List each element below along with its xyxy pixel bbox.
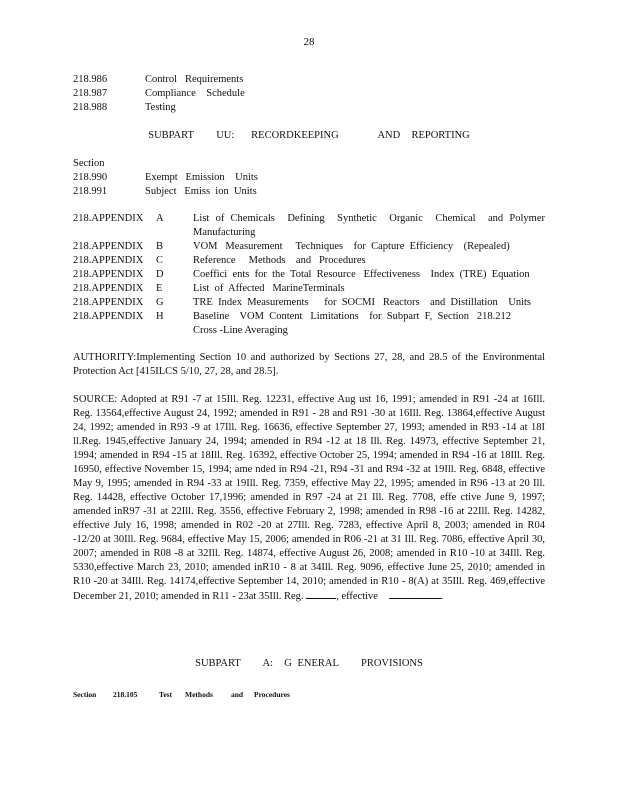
section-label: Section [73,690,97,699]
source-tail: , effective [336,591,378,602]
section-title: Compliance Schedule [145,88,245,99]
section-title-word: Methods [185,690,213,699]
appendix-letter: A [156,213,164,224]
appendix-letter: H [156,311,164,322]
appendix-number: 218.APPENDIX [73,283,144,294]
section-number: 218.986 [73,74,108,85]
appendix-title-line1: Baseline VOM Content Limitations for Subpart F, Section 218.212 [193,311,512,322]
blank-line [389,589,441,599]
appendix-title-line1: Coeffici ents for the Total Resource Effectiveness Index (TRE) Equation [193,269,530,280]
source-paragraph: SOURCE: Adopted at R91 -7 at 15Ill. Reg. 12231, effective Aug ust 16, 1991; amended in R91 -24 at 16Ill. Reg. 13564,effective August 24, 1992; amended in R91 - 28 and R91 -30 at 16Ill. Reg. 13864,effective August 24, 1992; amended in R93 -9 at 17Ill. Reg. 16636, effective September 27, 1993; amended in R93 -14 at 18I ll.Reg. 1945,effective January 24, 1994; amended in R94 -12 at 18 Ill. Reg. 14973, effective September 21, 1994; amended in R94 -15 at 18Ill. Reg. 16392, effective October 25, 1994; amended in R94 -16 at 18Ill. Reg. 16950, effective November 15, 1994; ame nded in R94 -21, R94 -31 and R94 -32 at 19Ill. Reg. 6848, effective May 9, 1995; amended in R94 -33 at 19Ill. Reg. 7359, effective May 22, 1995; amended in R96 -13 at 20 Ill. Reg. 14428, effective October 17,1996; amended in R97 -24 at 21 Ill. Reg. 7708, effe ctive June 9, 1997; amended inR97 -31 at 22Ill. Reg. 3556, effective February 2, 1998; amended in R98 -16 at 22Ill. Reg. 14282, effective July 16, 1998; amended in R02 -20 at 27Ill. Reg. 7283, effective April 8, 2003; amended in R04 -12/20 at 30Ill. Reg. 9684, effective May 15, 2006; amended in R06 -21 at 31 Ill. Reg. 7086, effective April 30, 2007; amended in R08 -8 at 32Ill. Reg. 14874, effective August 26, 2008; amended in R10 -10 at 34Ill. Reg. 5330,effective March 23, 2010; amended inR10 - 8 at 34Ill. Reg. 9096, effective June 25, 2010; amended in R10 -20 at 34Ill. Reg. 14174,effective September 14, 2010; amended in R10 - 8(A) at 35Ill. Reg. 469,effective December 21, 2010; amended in R11 - 23at 35Ill. Reg. , effective . [73,394,545,602]
appendix-letter: E [156,283,163,294]
page-number: 28 [303,36,315,48]
appendix-letter: G [156,297,164,308]
appendix-title-line2: Manufacturing [193,227,256,238]
subpart-uu-heading: SUBPART UU: RECORDKEEPING AND REPORTING [148,130,470,141]
section-number: 218.988 [73,102,108,113]
section-title-word: Test [159,690,173,699]
appendix-number: 218.APPENDIX [73,255,144,266]
appendix-number: 218.APPENDIX [73,297,144,308]
authority-paragraph: AUTHORITY:Implementing Section 10 and authorized by Sections 27, 28, and 28.5 of the Environmental Protection Act [415ILCS 5/10, 27, 28, and 28.5]. [73,352,545,377]
section-title-word: and [231,690,244,699]
section-number: 218.105 [113,690,138,699]
appendix-letter: B [156,241,164,252]
section-number: 218.987 [73,88,108,99]
appendix-title-line2: Cross -Line Averaging [193,325,288,336]
appendix-title-line1: Reference Methods and Procedures [193,255,366,266]
appendix-title-line1: VOM Measurement Techniques for Capture Efficiency (Repealed) [193,241,510,252]
appendix-number: 218.APPENDIX [73,241,144,252]
appendix-number: 218.APPENDIX [73,213,144,224]
section-title-word: Procedures [254,690,290,699]
section-number: 218.991 [73,186,108,197]
appendix-letter: C [156,255,164,266]
appendix-number: 218.APPENDIX [73,311,144,322]
source-text: SOURCE: Adopted at R91 -7 at 15Ill. Reg. 12231, effective Aug ust 16, 1991; amended in R91 -24 at 16Ill. Reg. 13564,effective August 24, 1992; amended in R91 - 28 and R91 -30 at 16Ill. Reg. 13864,effective August 24, 1992; amended in R93 -9 at 17Ill. Reg. 16636, effective September 27, 1993; amended in R93 -14 at 18I ll.Reg. 1945,effective January 24, 1994; amended in R94 -12 at 18 Ill. Reg. 14973, effective September 21, 1994; amended in R94 -15 at 18Ill. Reg. 16392, effective October 25, 1994; amended in R94 -16 at 18Ill. Reg. 16950, effective November 15, 1994; ame nded in R94 -21, R94 -31 and R94 -32 at 19Ill. Reg. 6848, effective May 9, 1995; amended in R94 -33 at 19Ill. Reg. 7359, effective May 22, 1995; amended in R96 -13 at 20 Ill. Reg. 14428, effective October 17,1996; amended in R97 -24 at 21 Ill. Reg. 7708, effe ctive June 9, 1997; amended inR97 -31 at 22Ill. Reg. 3556, effective February 2, 1998; amended in R98 -16 at 22Ill. Reg. 14282, effective July 16, 1998; amended in R02 -20 at 27Ill. Reg. 7283, effective April 8, 2003; amended in R04 -12/20 at 30Ill. Reg. 9684, effective May 15, 2006; amended in R06 -21 at 31 Ill. Reg. 7086, effective April 30, 2007; amended in R08 -8 at 32Ill. Reg. 14874, effective August 26, 2008; amended in R10 -10 at 34Ill. Reg. 5330,effective March 23, 2010; amended inR10 - 8 at 34Ill. Reg. 9096, effective June 25, 2010; amended in R10 -20 at 34Ill. Reg. 14174,effective September 14, 2010; amended in R10 - 8(A) at 35Ill. Reg. 469,effective December 21, 2010; amended in R11 - 23at 35Ill. Reg. [73,394,545,602]
appendix-number: 218.APPENDIX [73,269,144,280]
appendix-title-line1: List of Chemicals Defining Synthetic Organic Chemical and Polymer [193,213,545,224]
appendix-title-line1: TRE Index Measurements for SOCMI Reactors and Distillation Units [193,297,531,308]
subpart-a-heading: SUBPART A: G ENERAL PROVISIONS [195,658,423,669]
blank-line [306,589,336,599]
appendix-title-line1: List of Affected MarineTerminals [193,283,345,294]
section-number: 218.990 [73,172,108,183]
document-page: 28 218.986 Control Requirements 218.987 Compliance Schedule 218.988 Testing SUBPART UU: RECORDKEEPING AND REPORTING Section 218.990 Exempt Emission Units 218.991 Subject Emiss ion Units 218.APPENDIX A List of Chemicals Defining Synthetic Organic Chemical and Polymer Manufacturing 218.APPENDIX B VOM Measurement Techniques for Capture Efficiency (Repealed) 218.APPENDIX C Reference Methods and Procedures 218.APPENDIX D Coeffici ents for the Total Resource Effectiveness Index (TRE) Equation 218.APPENDIX E List of Affected MarineTerminals 218.APPENDIX G TRE Index Measurements for SOCMI Reactors and Distillation Units 218.APPENDIX H Baseline VOM Content Limitations for Subpart F, Section 218.212 Cross -Line Averaging AUTHORITY:Implementing Section 10 and authorized by Sections 27, 28, and 28.5 of the Environmental Protection Act [415ILCS 5/10, 27, 28, and 28.5]. SOURCE: Adopted at R91 -7 at 15Ill. Reg. 12231, effective Aug ust 16, 1991; amended in R91 -24 at 16Ill. Reg. 13564,effective August 24, 1992; amended in R91 - 28 and R91 -30 at 16Ill. Reg. 13864,effective August 24, 1992; amended in R93 -9 at 17Ill. Reg. 16636, effective September 27, 1993; amended in R93 -14 at 18I ll.Reg. 1945,effective January 24, 1994; amended in R94 -12 at 18 Ill. Reg. 14973, effective September 21, 1994; amended in R94 -15 at 18Ill. Reg. 16392, effective October 25, 1994; amended in R94 -16 at 18Ill. Reg. 16950, effective November 15, 1994; ame nded in R94 -21, R94 -31 and R94 -32 at 19Ill. Reg. 6848, effective May 9, 1995; amended in R94 -33 at 19Ill. Reg. 7359, effective May 22, 1995; amended in R96 -13 at 20 Ill. Reg. 14428, effective October 17,1996; amended in R97 -24 at 21 Ill. Reg. 7708, effe ctive June 9, 1997; amended inR97 -31 at 22Ill. Reg. 3556, effective February 2, 1998; amended in R98 -16 at 22Ill. Reg. 14282, effective July 16, 1998; amended in R02 -20 at 27Ill. Reg. 7283, effective April 8, 2003; amended in R04 -12/20 at 30Ill. Reg. 9684, effective May 15, 2006; amended in R06 -21 at 31 Ill. Reg. 7086, effective April 30, 2007; amended in R08 -8 at 32Ill. Reg. 14874, effective August 26, 2008; amended in R10 -10 at 34Ill. Reg. 5330,effective March 23, 2010; amended inR10 - 8 at 34Ill. Reg. 9096, effective June 25, 2010; amended in R10 -20 at 34Ill. Reg. 14174,effective September 14, 2010; amended in R10 - 8(A) at 35Ill. Reg. 469,effective December 21, 2010; amended in R11 - 23at 35Ill. Reg. , effective . SUBPART A: G ENERAL PROVISIONS Section 218.105 Test Methods and Procedures [0,0,618,800]
section-title: Subject Emiss ion Units [145,186,257,197]
section-title: Testing [145,102,176,113]
section-title: Control Requirements [145,74,244,85]
section-title: Exempt Emission Units [145,172,258,183]
appendix-letter: D [156,269,164,280]
